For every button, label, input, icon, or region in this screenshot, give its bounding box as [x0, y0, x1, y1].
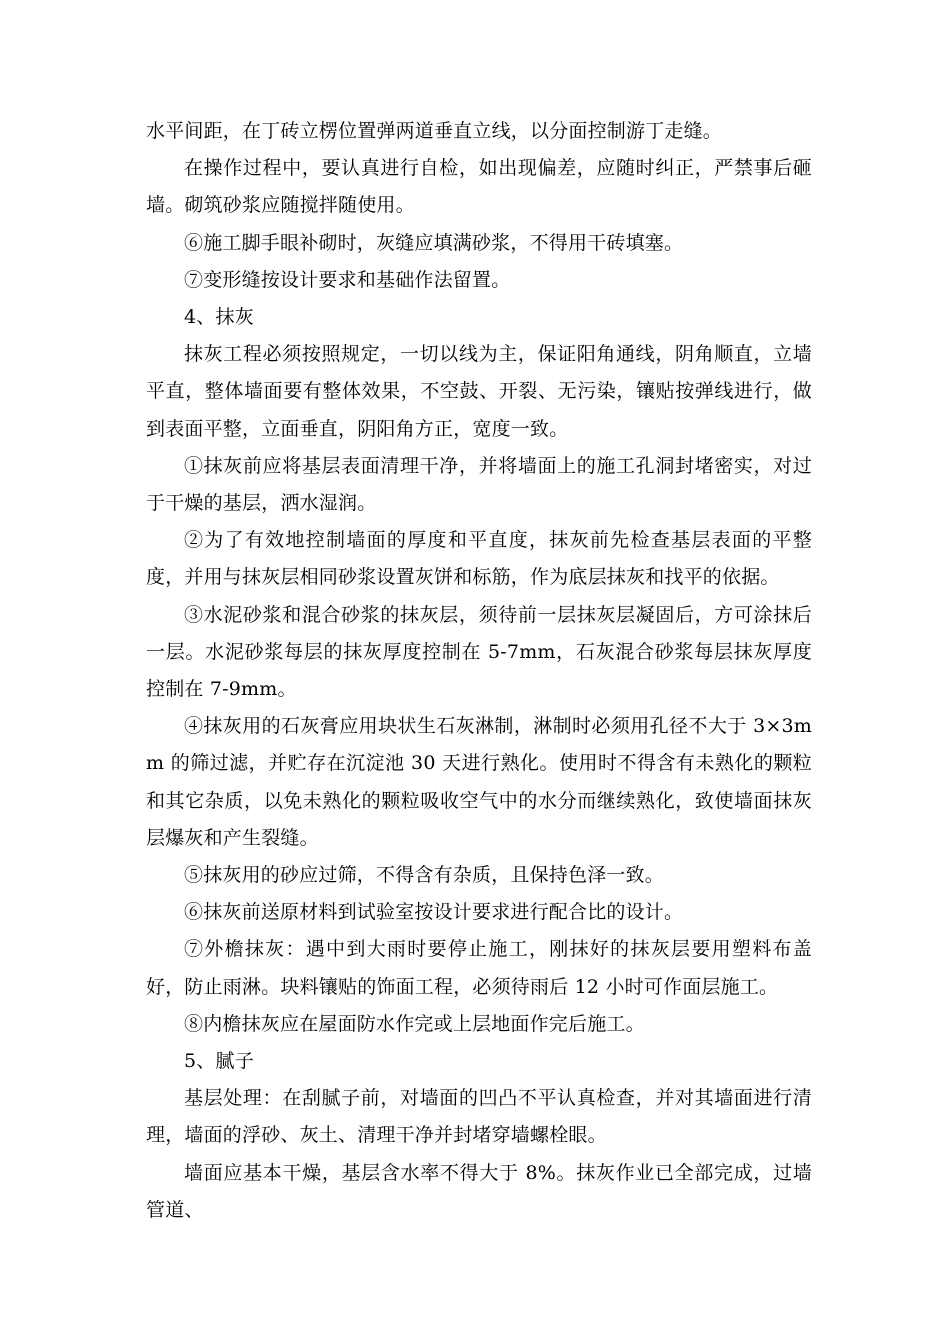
list-item-1: ①抹灰前应将基层表面清理干净，并将墙面上的施工孔洞封堵密实，对过于干燥的基层，洒水湿润。 — [146, 454, 812, 515]
list-item-8: ⑧内檐抹灰应在屋面防水作完或上层地面作完后施工。 — [184, 1012, 645, 1035]
list-item-3: ③水泥砂浆和混合砂浆的抹灰层，须待前一层抹灰层凝固后，方可涂抹后一层。水泥砂浆每层的抹灰厚度控制在 5-7mm，石灰混合砂浆每层抹灰厚度控制在 7-9mm。 — [146, 603, 812, 701]
paragraph: 基层处理：在刮腻子前，对墙面的凹凸不平认真检查，并对其墙面进行清理，墙面的浮砂、灰土、清理干净并封堵穿墙螺栓眼。 — [146, 1087, 812, 1147]
document-body — [146, 113, 812, 1229]
paragraph: 水平间距，在丁砖立楞位置弹两道垂直立线，以分面控制游丁走缝。 — [146, 120, 723, 142]
list-item-7: ⑦变形缝按设计要求和基础作法留置。 — [184, 268, 511, 291]
list-item-7: ⑦外檐抹灰：遇中到大雨时要停止施工，刚抹好的抹灰层要用塑料布盖好，防止雨淋。块料镶贴的饰面工程，必须待雨后 12 小时可作面层施工。 — [146, 938, 812, 998]
list-item-4: ④抹灰用的石灰膏应用块状生石灰淋制，淋制时必须用孔径不大于 3×3mm 的筛过滤，并贮存在沉淀池 30 天进行熟化。使用时不得含有未熟化的颗粒和其它杂质，以免未熟化的颗粒吸收空气中的水分而继续熟化，致使墙面抹灰层爆灰和产生裂缝。 — [146, 715, 812, 849]
list-item-2: ②为了有效地控制墙面的厚度和平直度，抹灰前先检查基层表面的平整度，并用与抹灰层相同砂浆设置灰饼和标筋，作为底层抹灰和找平的依据。 — [146, 529, 812, 589]
list-item-6: ⑥抹灰前送原材料到试验室按设计要求进行配合比的设计。 — [184, 901, 684, 924]
paragraph: 墙面应基本干燥，基层含水率不得大于 8%。抹灰作业已全部完成，过墙管道、 — [146, 1161, 812, 1221]
list-item-5: ⑤抹灰用的砂应过筛，不得含有杂质，且保持色泽一致。 — [184, 864, 665, 887]
section-heading-plastering: 4、抹灰 — [184, 306, 254, 329]
list-item-6: ⑥施工脚手眼补砌时，灰缝应填满砂浆，不得用干砖填塞。 — [184, 231, 684, 254]
paragraph: 在操作过程中，要认真进行自检，如出现偏差，应随时纠正，严禁事后砸墙。砌筑砂浆应随搅拌随使用。 — [146, 157, 812, 217]
section-heading-putty: 5、腻子 — [184, 1050, 254, 1073]
paragraph: 抹灰工程必须按照规定，一切以线为主，保证阳角通线，阴角顺直，立墙平直，整体墙面要有整体效果，不空鼓、开裂、无污染，镶贴按弹线进行，做到表面平整，立面垂直，阴阳角方正，宽度一致。 — [146, 343, 812, 440]
